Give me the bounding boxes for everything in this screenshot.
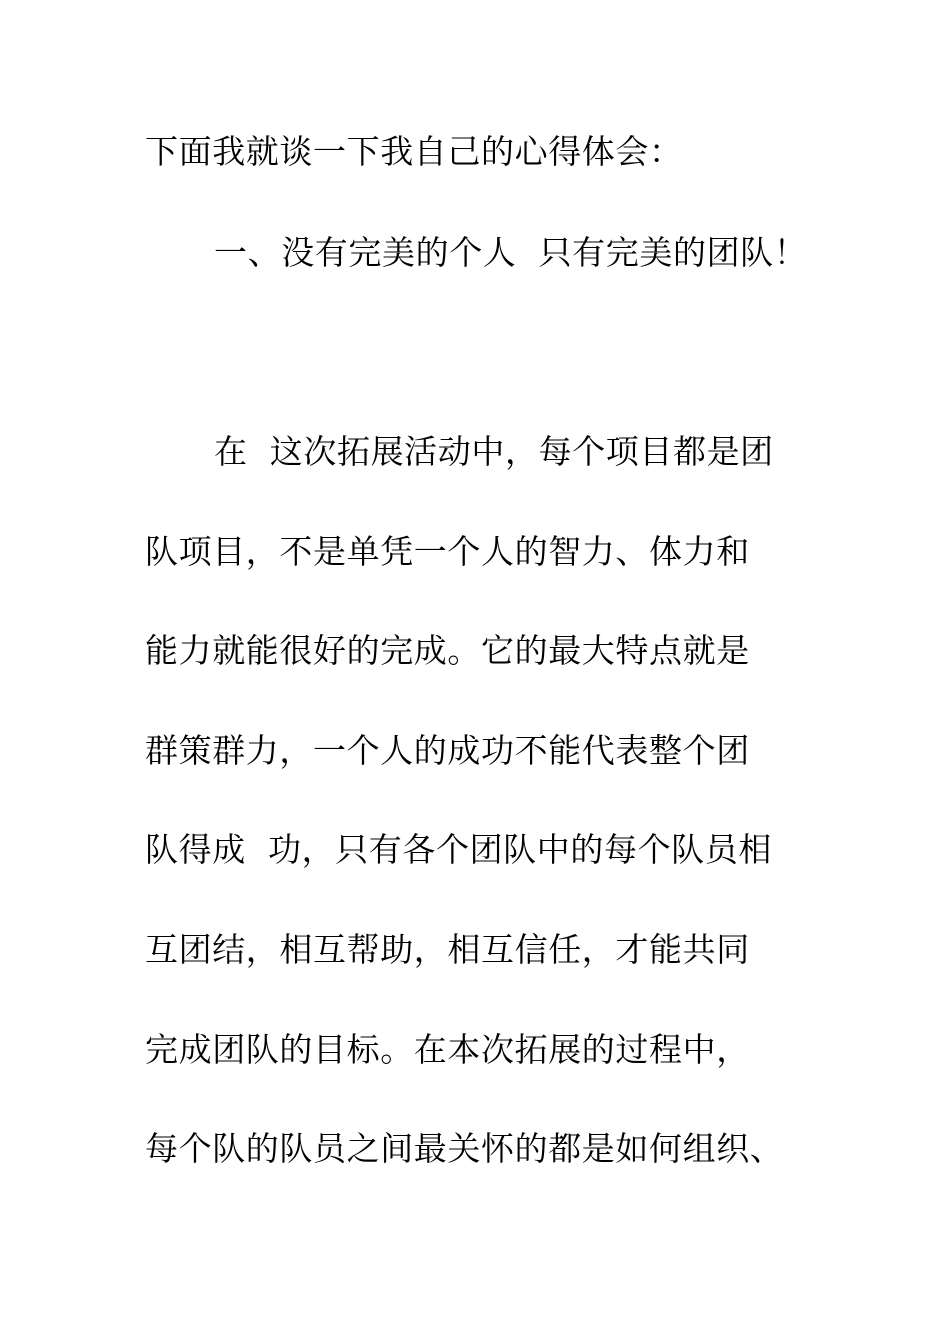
paragraph-line: 互团结，相互帮助，相互信任，才能共同	[145, 930, 750, 969]
paragraph-line: 完成团队的目标。在本次拓展的过程中，	[145, 1030, 750, 1069]
paragraph-line: 在 这次拓展活动中，每个项目都是团	[214, 432, 774, 471]
paragraph-line: 队项目，不是单凭一个人的智力、体力和	[145, 532, 750, 571]
section-heading: 一、没有完美的个人 只有完美的团队！	[214, 233, 808, 272]
paragraph-line: 能力就能很好的完成。它的最大特点就是	[145, 631, 750, 670]
paragraph-line: 队得成 功，只有各个团队中的每个队员相	[145, 830, 772, 869]
intro-text: 下面我就谈一下我自己的心得体会：	[145, 132, 683, 171]
paragraph-line: 群策群力，一个人的成功不能代表整个团	[145, 731, 750, 770]
paragraph-line: 每个队的队员之间最关怀的都是如何组织、	[145, 1129, 784, 1168]
